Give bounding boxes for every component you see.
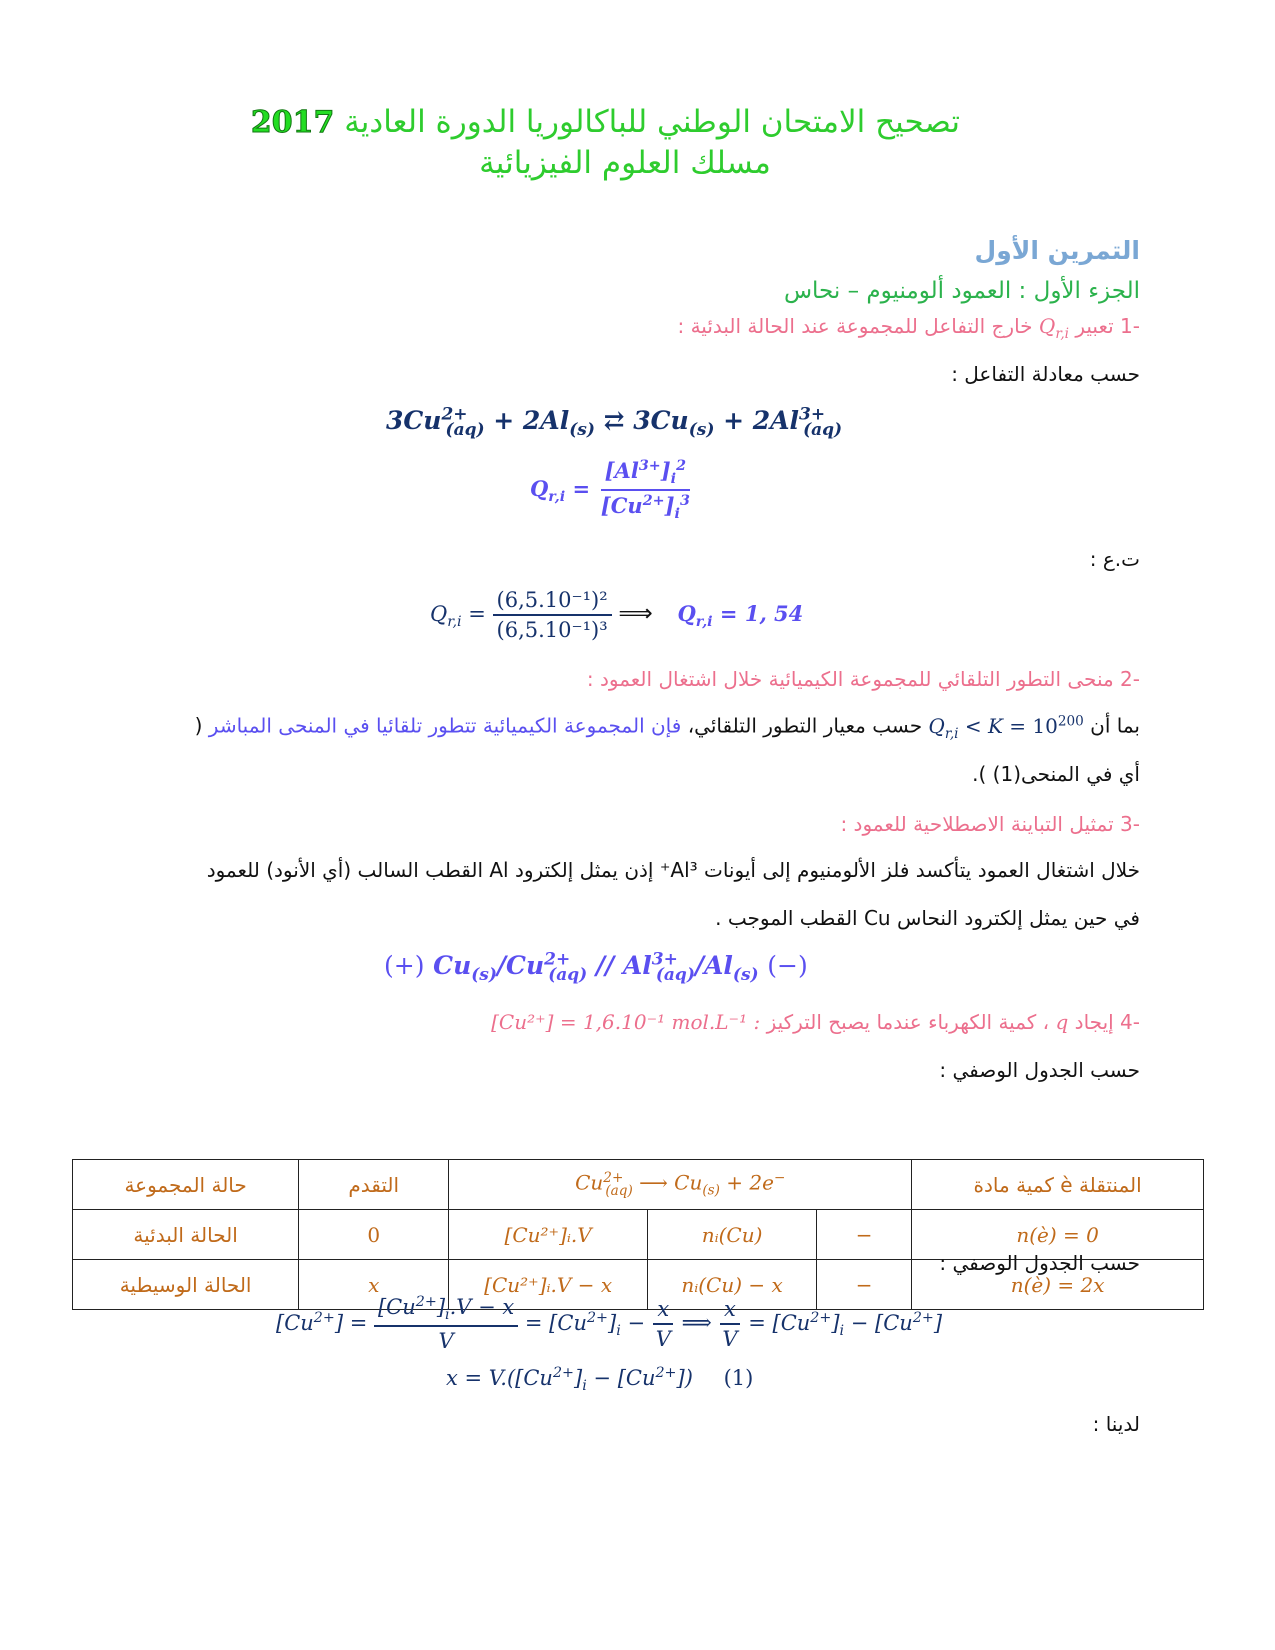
table-cell: nᵢ(Cu) − x [647, 1260, 816, 1310]
q4-c: [Cu²⁺] = 1,6.10⁻¹ mol.L⁻¹ : [491, 1010, 761, 1034]
concentration-equation: $[Cu^{2+}]$ = $\frac{[Cu^{2+}]_i.V - x}{V}$ = $[Cu^{2+}]_i$ − $\frac{x}{V}$ ⟹ $\frac{x}{V}$ = $[Cu^{2+}]_i - [Cu^{2+}]$ [276, 1294, 943, 1354]
q3-line1: خلال اشتغال العمود يتأكسد فلز الألومنيوم إلى أيونات Al³⁺ إذن يمثل إلكترود Al القطب السالب (أي الأنود) للعمود [206, 858, 1140, 882]
q1-intro: حسب معادلة التفاعل : [951, 362, 1140, 386]
q4-q: q [1055, 1010, 1069, 1034]
q4-a: -4 إيجاد [1074, 1010, 1140, 1034]
table-header-row [73, 1160, 1204, 1210]
table-cell: [Cu²⁺]ᵢ.V [449, 1210, 648, 1260]
x-equation: $x = V.([Cu^{2+}]_i - [Cu^{2+}])$ (1) [446, 1365, 754, 1395]
q2-line1: بما أن $Q_{r,i} < K = 10^{200}$ حسب معيار التطور التلقائي، فإن المجموعة الكيميائية تتطور تلقائيا في المنحى المباشر ( [194, 713, 1140, 742]
q1-suffix: خارج التفاعل للمجموعة عند الحالة البدئية : [677, 314, 1033, 338]
title-text: تصحيح الامتحان الوطني للباكالوريا الدورة العادية [344, 104, 960, 140]
q4-b: ، كمية الكهرباء عندما يصبح التركيز [766, 1010, 1050, 1034]
q3-heading: -3 تمثيل التباينة الاصطلاحية للعمود : [840, 812, 1140, 836]
table-cell: 0 [299, 1210, 449, 1260]
equation-tag: (1) [723, 1366, 754, 1390]
table-header-cell: $Cu^{2+}_{(aq)}$ ⟶ $Cu_{(s)} + 2e^-$ [449, 1160, 912, 1210]
q1-prefix: -1 تعبير [1075, 314, 1140, 338]
q2-d: ( [194, 713, 203, 738]
page-title [240, 104, 960, 140]
calc-denominator: (6,5.10⁻¹)³ [496, 618, 608, 642]
qri-expression: $Q_{r,i}$ = $\frac{[Al^{3+}]_i^2}{[Cu^{2+}]_i^3}$ [530, 458, 690, 523]
table-cell: [Cu²⁺]ᵢ.V − x [449, 1260, 648, 1310]
table-cell: x [299, 1260, 449, 1310]
table-intro: حسب الجدول الوصفي : [939, 1058, 1140, 1082]
q2-heading: -2 منحى التطور التلقائي للمجموعة الكيميائية خلال اشتغال العمود : [586, 667, 1140, 691]
advancement-table [72, 1159, 1204, 1310]
q4-heading [340, 1010, 1140, 1034]
q3-line2: في حين يمثل إلكترود النحاس Cu القطب الموجب . [715, 906, 1140, 930]
title-year: 2017 [250, 105, 335, 140]
we-have-label: لدينا : [1092, 1412, 1140, 1436]
reaction-equation: $3Cu^{2+}_{(aq)} + 2Al_{(s)}$ ⇄ $3Cu_{(s)} + 2Al^{3+}_{(aq)}$ [386, 405, 843, 441]
exercise-title: التمرين الأول [974, 236, 1140, 265]
q1-heading [440, 314, 1140, 342]
q2-a: بما أن [1090, 713, 1140, 738]
table-header-cell: حالة المجموعة [73, 1160, 299, 1210]
part-title: الجزء الأول : العمود ألومنيوم – نحاس [783, 278, 1140, 304]
calc-numerator: (6,5.10⁻¹)² [493, 588, 612, 616]
q1-symbol: $Q_{r,i}$ [1038, 314, 1069, 342]
table-cell: الحالة البدئية [73, 1210, 299, 1260]
table-cell: − [817, 1260, 912, 1310]
q2-c: فإن المجموعة الكيميائية تتطور تلقائيا في المنحى المباشر [208, 713, 682, 738]
table-header-cell: التقدم [299, 1160, 449, 1210]
table-cell: nᵢ(Cu) [647, 1210, 816, 1260]
cell-diagram: (+) $Cu_{(s)}/Cu^{2+}_{(aq)} // Al^{3+}_{(aq)}/Al_{(s)}$ (−) [384, 950, 808, 986]
implies-arrow: ⟹ [618, 599, 653, 627]
table-cell: الحالة الوسيطية [73, 1260, 299, 1310]
num-app-label: ت.ع : [1089, 547, 1140, 571]
q2-b: حسب معيار التطور التلقائي، [687, 713, 923, 738]
q2-line2: أي في المنحى(1) ). [972, 762, 1140, 786]
table-cell: − [817, 1210, 912, 1260]
table-header-cell: كمية مادة è المنتقلة [912, 1160, 1204, 1210]
after-table-text: حسب الجدول الوصفي : [939, 1251, 1140, 1275]
qri-calculation: $Q_{r,i}$ = $\frac{\text{(6,5.10⁻¹)²}}{\text{(6,5.10⁻¹)³}}$ ⟹ $Q_{r,i} = 1$, 54 [430, 588, 804, 642]
table-cell: n(è) = 0 [912, 1210, 1204, 1260]
subtitle: مسلك العلوم الفيزيائية [479, 145, 771, 181]
table-cell: n(è) = 2x [912, 1260, 1204, 1310]
